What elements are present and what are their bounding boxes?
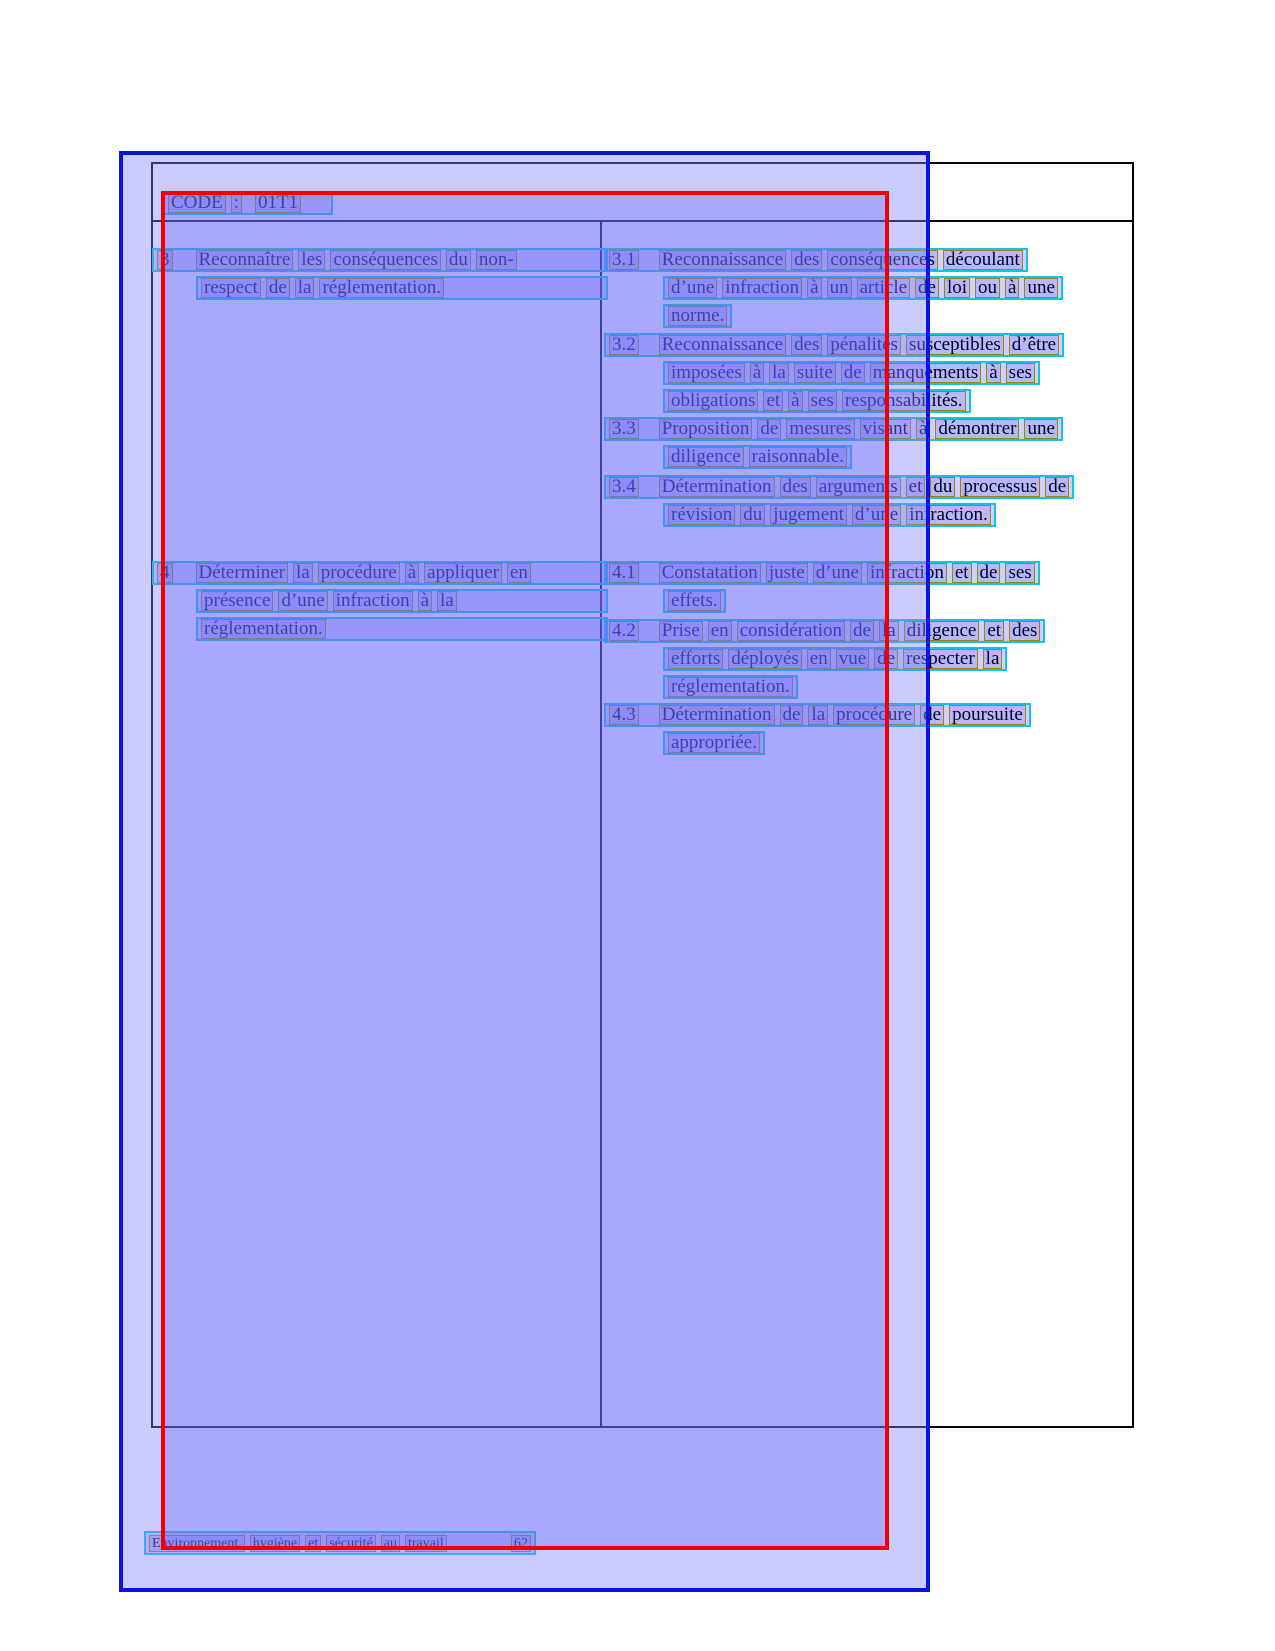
item-number: 4.2 (609, 621, 639, 641)
ocr-line-box (663, 304, 732, 328)
item-number: 3.4 (609, 477, 639, 497)
word-box: la (293, 563, 313, 583)
word-box: loi (944, 278, 970, 298)
ocr-line (604, 248, 1063, 272)
ocr-line-box (604, 417, 1063, 441)
word-box: conséquences (330, 250, 440, 270)
ocr-line (196, 589, 608, 613)
word-box: d’une (813, 563, 862, 583)
ocr-line (663, 589, 1040, 613)
word-box: processus (960, 477, 1040, 497)
word-box: raisonnable. (749, 447, 847, 467)
word-box: des (791, 335, 822, 355)
word-box: hygiène (250, 1535, 300, 1552)
item-number: 3.2 (609, 335, 639, 355)
word-box: à (807, 278, 821, 298)
ocr-line (663, 276, 1063, 300)
item-number: 4.1 (609, 563, 639, 583)
ocr-line-box (152, 248, 608, 272)
word-box: Détermination (659, 705, 775, 725)
ocr-line (604, 417, 1063, 441)
word-box: à (986, 363, 1000, 383)
word-box: CODE (168, 193, 226, 213)
ocr-line (663, 304, 1063, 328)
word-box: d’une (668, 278, 717, 298)
word-box: et (763, 391, 783, 411)
ocr-line (663, 503, 1074, 527)
word-box: procédure (833, 705, 915, 725)
ocr-line (663, 731, 1031, 755)
word-box: infraction (867, 563, 947, 583)
ocr-line (663, 675, 1045, 699)
objective-3 (152, 248, 608, 304)
element-3.2 (604, 333, 1064, 417)
word-box: 01T1 (255, 193, 301, 213)
word-box: ses (1005, 563, 1034, 583)
word-box: appropriée. (668, 733, 760, 753)
word-box: la (808, 705, 828, 725)
ocr-line-box (663, 445, 852, 469)
word-box: présence (201, 591, 273, 611)
word-box: à (1005, 278, 1019, 298)
ocr-line-box (663, 503, 996, 527)
word-box: une (1024, 278, 1057, 298)
ocr-line (604, 475, 1074, 499)
word-box: de (850, 621, 874, 641)
ocr-line-box (144, 1531, 536, 1555)
ocr-line-box (604, 703, 1031, 727)
ocr-line-box (604, 248, 1028, 272)
ocr-line-box (663, 361, 1040, 385)
ocr-line-box (604, 561, 1040, 585)
ocr-line-box (152, 561, 608, 585)
ocr-line-box (196, 589, 608, 613)
word-box: respect (201, 278, 261, 298)
word-box: article (857, 278, 910, 298)
word-box: une (1024, 419, 1057, 439)
word-box: pénalités (827, 335, 901, 355)
word-box: du (930, 477, 955, 497)
word-box: Reconnaissance (659, 250, 786, 270)
ocr-line (604, 619, 1045, 643)
word-box: infraction (722, 278, 802, 298)
word-box: procédure (318, 563, 400, 583)
ocr-line (663, 647, 1045, 671)
word-box: Proposition (659, 419, 753, 439)
word-box: à (405, 563, 419, 583)
word-box: susceptibles (906, 335, 1004, 355)
ocr-line (604, 561, 1040, 585)
word-box: obligations (668, 391, 758, 411)
word-box: d’être (1009, 335, 1059, 355)
word-box: suite (794, 363, 836, 383)
ocr-line-box (663, 389, 971, 413)
code-row (163, 191, 333, 219)
word-box: les (298, 250, 325, 270)
word-box: ou (975, 278, 1000, 298)
ocr-line (196, 276, 608, 300)
word-box: considération (737, 621, 845, 641)
word-box: ses (1006, 363, 1035, 383)
ocr-line (604, 703, 1031, 727)
ocr-line-box (663, 731, 765, 755)
word-box: norme. (668, 306, 727, 326)
word-box: sécurité (326, 1535, 376, 1552)
ocr-line-box (663, 276, 1063, 300)
word-box: en (507, 563, 531, 583)
word-box: juste (766, 563, 808, 583)
element-4.1 (604, 561, 1040, 617)
word-box: ses (808, 391, 837, 411)
word-box: vue (836, 649, 869, 669)
word-box: à (750, 363, 764, 383)
word-box: réglementation. (319, 278, 444, 298)
objective-4 (152, 561, 608, 645)
word-box: infraction. (906, 505, 991, 525)
word-box: arguments (816, 477, 901, 497)
word-box: responsabilités. (842, 391, 966, 411)
word-box: visant (860, 419, 911, 439)
word-box: la (437, 591, 457, 611)
item-number: 3.1 (609, 250, 639, 270)
ocr-line-box (663, 589, 726, 613)
word-box: la (295, 278, 315, 298)
word-box: et (305, 1535, 321, 1552)
page-number: 62 (511, 1535, 531, 1552)
ocr-line (152, 561, 608, 585)
element-3.1 (604, 248, 1063, 332)
item-number: 4 (157, 563, 173, 583)
ocr-line-box (663, 675, 798, 699)
word-box: à (418, 591, 432, 611)
element-4.2 (604, 619, 1045, 703)
ocr-line-box (196, 617, 608, 641)
word-box: travail (405, 1535, 447, 1552)
word-box: à (916, 419, 930, 439)
word-box: diligence (904, 621, 980, 641)
word-box: de (841, 363, 865, 383)
word-box: Prise (659, 621, 703, 641)
element-3.3 (604, 417, 1063, 473)
word-box: révision (668, 505, 735, 525)
word-box: Déterminer (196, 563, 289, 583)
word-box: poursuite (949, 705, 1026, 725)
word-box: déployés (728, 649, 802, 669)
word-box: appliquer (424, 563, 502, 583)
word-box: de (874, 649, 898, 669)
word-box: au (381, 1535, 400, 1552)
word-box: Constatation (659, 563, 761, 583)
item-number: 4.3 (609, 705, 639, 725)
element-4.3 (604, 703, 1031, 759)
word-box: manquements (870, 363, 982, 383)
ocr-line (663, 389, 1064, 413)
word-box: la (983, 649, 1003, 669)
word-box: : (231, 193, 242, 213)
word-box: de (780, 705, 804, 725)
ocr-line (663, 361, 1064, 385)
word-box: en (807, 649, 831, 669)
word-box: la (879, 621, 899, 641)
ocr-line-box (663, 647, 1007, 671)
word-box: Reconnaître (196, 250, 294, 270)
word-box: respecter (903, 649, 978, 669)
word-box: de (915, 278, 939, 298)
word-box: efforts (668, 649, 723, 669)
word-box: réglementation. (201, 619, 326, 639)
word-box: et (906, 477, 926, 497)
ocr-line (604, 333, 1064, 357)
word-box: Environnement, (149, 1535, 245, 1552)
ocr-line-box (604, 619, 1045, 643)
page-footer (144, 1531, 536, 1559)
word-box: jugement (770, 505, 847, 525)
word-box: démontrer (935, 419, 1019, 439)
word-box: un (827, 278, 852, 298)
word-box: non- (476, 250, 517, 270)
word-box: en (708, 621, 732, 641)
ocr-line (152, 248, 608, 272)
word-box: de (266, 278, 290, 298)
word-box: de (757, 419, 781, 439)
element-3.4 (604, 475, 1074, 531)
word-box: la (769, 363, 789, 383)
word-box: mesures (786, 419, 854, 439)
word-box: réglementation. (668, 677, 793, 697)
word-box: d’une (852, 505, 901, 525)
word-box: diligence (668, 447, 744, 467)
word-box: imposées (668, 363, 745, 383)
word-box: des (791, 250, 822, 270)
word-box: d’une (278, 591, 327, 611)
ocr-line-box (604, 475, 1074, 499)
word-box: du (740, 505, 765, 525)
ocr-line-box (163, 191, 333, 215)
ocr-line-box (196, 276, 608, 300)
ocr-line (663, 445, 1063, 469)
word-box: des (1009, 621, 1040, 641)
ocr-line-box (604, 333, 1064, 357)
word-box: de (920, 705, 944, 725)
word-box: effets. (668, 591, 721, 611)
word-box: de (1045, 477, 1069, 497)
word-box: et (952, 563, 972, 583)
word-box: découlant (943, 250, 1023, 270)
word-box: Reconnaissance (659, 335, 786, 355)
word-box: des (780, 477, 811, 497)
word-box: infraction (333, 591, 413, 611)
word-box: du (446, 250, 471, 270)
word-box: Détermination (659, 477, 775, 497)
ocr-line (196, 617, 608, 641)
word-box: conséquences (827, 250, 937, 270)
item-number: 3 (157, 250, 173, 270)
item-number: 3.3 (609, 419, 639, 439)
word-box: à (788, 391, 802, 411)
word-box: et (984, 621, 1004, 641)
word-box: de (977, 563, 1001, 583)
